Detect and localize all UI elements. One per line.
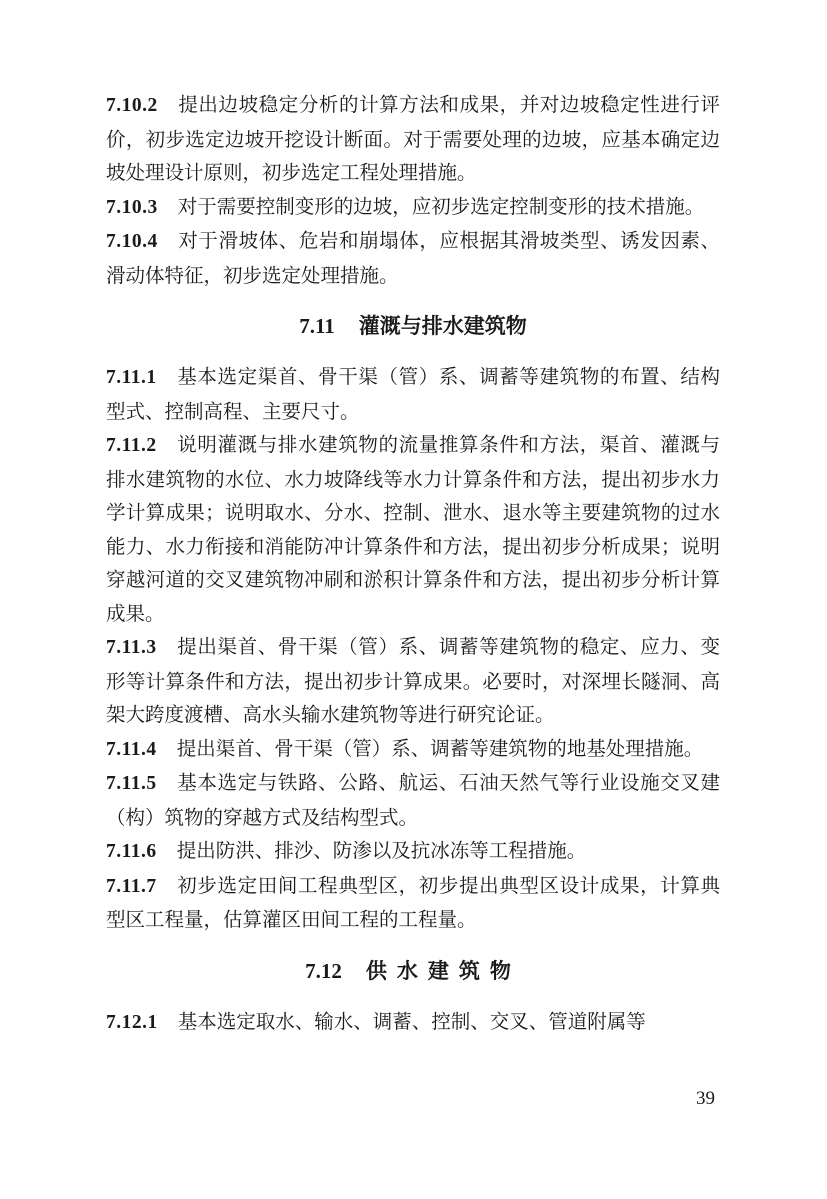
clause-text: 初步选定田间工程典型区，初步提出典型区设计成果，计算典型区工程量，估算灌区田间工程的工程量。: [106, 873, 720, 931]
clause-text: 提出渠首、骨干渠（管）系、调蓄等建筑物的稳定、应力、变形等计算条件和方法，提出初步计算成果。必要时，对深埋长隧洞、高架大跨度渡槽、高水头输水建筑物等进行研究论证。: [106, 635, 720, 726]
clause-text: 提出防洪、排沙、防渗以及抗冰冻等工程措施。: [176, 839, 587, 862]
section-title: 灌溉与排水建筑物: [358, 314, 527, 338]
clause-text: 基本选定与铁路、公路、航运、石油天然气等行业设施交叉建（构）筑物的穿越方式及结构型式。: [106, 771, 720, 829]
clause-number: 7.11.2: [106, 435, 157, 456]
clause-number: 7.11.4: [106, 738, 157, 760]
clause-7-11-2: [106, 428, 720, 630]
clause-7-11-5: [106, 766, 720, 834]
clause-text: 基本选定渠首、骨干渠（管）系、调蓄等建筑物的布置、结构型式、控制高程、主要尺寸。: [106, 365, 720, 423]
clause-text: 对于需要控制变形的边坡，应初步选定控制变形的技术措施。: [177, 194, 705, 218]
clause-number: 7.10.3: [106, 196, 158, 218]
page-content: [106, 88, 720, 1039]
clause-7-12-1: [106, 1005, 720, 1040]
clause-number: 7.10.2: [106, 95, 158, 116]
section-number: 7.11: [299, 314, 335, 338]
clause-7-11-6: [106, 834, 720, 869]
clause-text: 提出渠首、骨干渠（管）系、调蓄等建筑物的地基处理措施。: [176, 736, 704, 760]
section-number: 7.12: [305, 958, 342, 983]
clause-number: 7.11.1: [106, 367, 157, 388]
clause-number: 7.11.3: [106, 637, 157, 658]
clause-text: 基本选定取水、输水、调蓄、控制、交叉、管道附属等: [177, 1009, 646, 1033]
clause-text: 说明灌溉与排水建筑物的流量推算条件和方法，渠首、灌溉与排水建筑物的水位、水力坡降线等水力计算条件和方法，提出初步水力学计算成果；说明取水、分水、控制、泄水、退水等主要建筑物的过水能力、水力衔接和消能防冲计算条件和方法，提出初步分析成果；说明穿越河道的交叉建筑物冲刷和淤积计算条件和方法，提出初步分析计算成果。: [106, 433, 720, 625]
clause-number: 7.11.5: [106, 773, 157, 794]
section-title: 供水建筑物: [365, 958, 521, 983]
clause-7-10-3: [106, 190, 720, 225]
clause-7-11-3: [106, 630, 720, 732]
clause-7-10-4: [106, 224, 720, 292]
clause-number: 7.10.4: [106, 231, 158, 252]
clause-text: 提出边坡稳定分析的计算方法和成果，并对边坡稳定性进行评价，初步选定边坡开挖设计断面。对于需要处理的边坡，应基本确定边坡处理设计原则，初步选定工程处理措施。: [106, 93, 720, 184]
clause-number: 7.12.1: [106, 1011, 158, 1033]
page-number: 39: [696, 1088, 715, 1109]
clause-text: 对于滑坡体、危岩和崩塌体，应根据其滑坡类型、诱发因素、滑动体特征，初步选定处理措施。: [106, 229, 720, 287]
section-heading-7-11: [106, 296, 720, 356]
clause-7-11-7: [106, 869, 720, 937]
clause-7-11-1: [106, 360, 720, 428]
clause-number: 7.11.7: [106, 875, 157, 897]
clause-7-10-2: [106, 88, 720, 190]
clause-7-11-4: [106, 732, 720, 767]
clause-number: 7.11.6: [106, 841, 157, 862]
section-heading-7-12: [106, 941, 720, 1001]
